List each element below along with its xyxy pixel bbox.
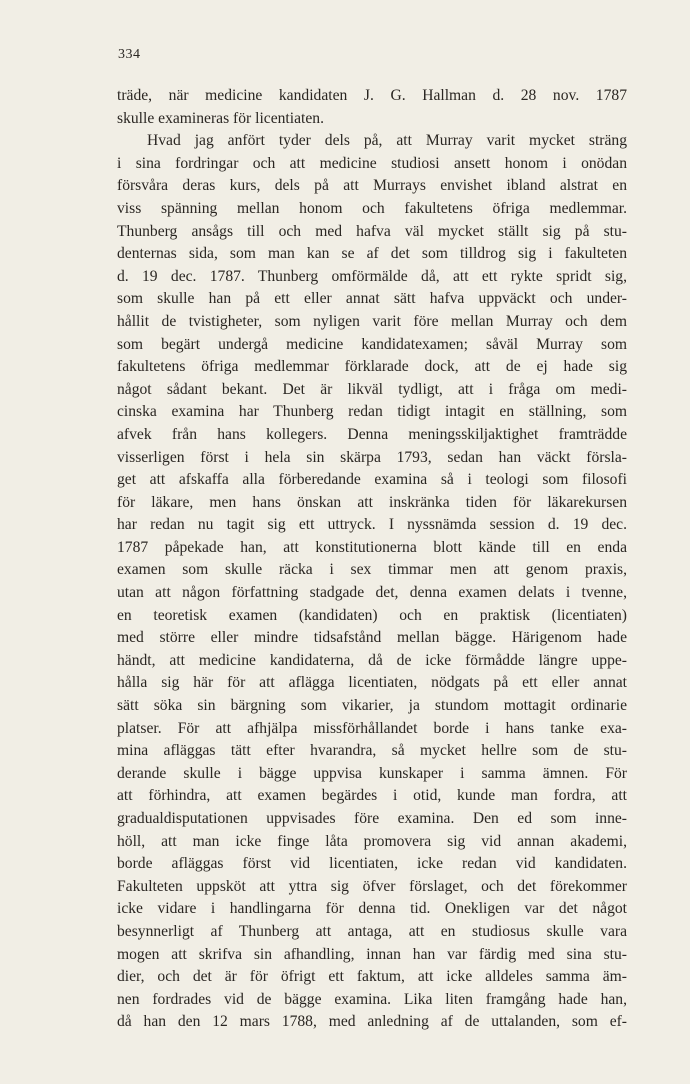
body-text [117, 85, 627, 1034]
text-line: visserligen först i hela sin skärpa 1793, sedan han väckt försla- [117, 448, 627, 466]
text-line: för läkare, men hans önskan att inskränka tiden för läkarekursen [117, 493, 627, 511]
text-line: utan att någon författning stadgade det, denna examen delats i tvenne, [117, 584, 627, 602]
text-line: som begärt undergå medicine kandidatexamen; såväl Murray som [117, 335, 627, 353]
text-line: dier, och det är för öfrigt ett faktum, att icke alldeles samma äm- [117, 968, 627, 986]
text-line: skulle examineras för licentiaten. [117, 109, 324, 127]
text-line: derande skulle i bägge uppvisa kunskaper i samma ämnen. För [117, 764, 627, 782]
text-line: hålla sig här för att aflägga licentiaten, nödgats på ett eller annat [117, 674, 627, 692]
text-line: försvåra deras kurs, dels på att Murrays envishet ibland alstrat en [117, 177, 627, 195]
text-line: 1787 påpekade han, att konstitutionerna blott kände till en enda [117, 538, 627, 556]
text-line: sätt söka sin bärgning som vikarier, ja stundom mottagit ordinarie [117, 697, 627, 715]
text-line: Fakulteten uppsköt att yttra sig öfver förslaget, och det förekommer [117, 877, 627, 895]
text-line: händt, att medicine kandidaterna, då de icke förmådde längre uppe- [117, 651, 627, 669]
page-number: 334 [118, 47, 141, 62]
text-line: borde afläggas först vid licentiaten, icke redan vid kandidaten. [117, 855, 627, 873]
text-line: gradualdisputationen uppvisades före examina. Den ed som inne- [117, 810, 627, 827]
text-line: mina afläggas tätt efter hvarandra, så mycket hellre som de stu- [117, 742, 627, 760]
text-line: en teoretisk examen (kandidaten) och en praktisk (licentiaten) [117, 606, 627, 624]
text-line: då han den 12 mars 1788, med anledning af de uttalanden, som ef- [117, 1013, 627, 1031]
text-line: cinska examina har Thunberg redan tidigt intagit en ställning, som [117, 403, 627, 421]
text-line: i sina fordringar och att medicine studiosi ansett honom i onödan [117, 154, 627, 172]
text-line: d. 19 dec. 1787. Thunberg omförmälde då, att ett rykte spridt sig, [117, 267, 627, 285]
text-line: hållit de tvistigheter, som nyligen varit före mellan Murray och dem [117, 312, 627, 330]
text-line: besynnerligt af Thunberg att antaga, att en studiosus skulle vara [117, 922, 627, 940]
text-line: höll, att man icke finge låta promovera sig vid annan akademi, [117, 832, 627, 850]
text-line: något sådant bekant. Det är likväl tydligt, att i fråga om medi- [117, 380, 627, 398]
text-line: mogen att skrifva sin afhandling, innan han var färdig med sina stu- [117, 945, 627, 963]
text-line: Hvad jag anfört tyder dels på, att Murray varit mycket sträng [147, 132, 627, 150]
text-line: Thunberg ansågs till och med hafva väl mycket ställt sig på stu- [117, 222, 627, 240]
text-line: att förhindra, att examen begärdes i otid, kunde man fordra, att [117, 787, 627, 805]
text-line: platser. För att afhjälpa missförhållandet borde i hans tanke exa- [117, 719, 627, 737]
text-line: har redan nu tagit sig ett uttryck. I nyssnämda session d. 19 dec. [117, 516, 627, 534]
text-line: med större eller mindre tidsafstånd mellan bägge. Härigenom hade [117, 629, 627, 647]
text-line: nen fordrades vid de bägge examina. Lika liten framgång hade han, [117, 990, 627, 1008]
text-line: afvek från hans kollegers. Denna meningsskiljaktighet framträdde [117, 425, 627, 443]
text-line: icke vidare i handlingarna för denna tid. Onekligen var det något [117, 900, 627, 918]
text-line: examen som skulle räcka i sex timmar men att genom praxis, [117, 561, 627, 579]
text-line: get att afskaffa alla förberedande examina så i teologi som filosofi [117, 471, 627, 489]
text-line: denternas sida, som man kan se af det som tilldrog sig i fakulteten [117, 245, 627, 263]
text-line: fakultetens öfriga medlemmar förklarade dock, att de ej hade sig [117, 358, 627, 376]
text-line: som skulle han på ett eller annat sätt hafva uppväckt och under- [117, 290, 627, 308]
text-line: träde, när medicine kandidaten J. G. Hallman d. 28 nov. 1787 [117, 87, 627, 104]
text-line: viss spänning mellan honom och fakultetens öfriga medlemmar. [117, 199, 627, 217]
